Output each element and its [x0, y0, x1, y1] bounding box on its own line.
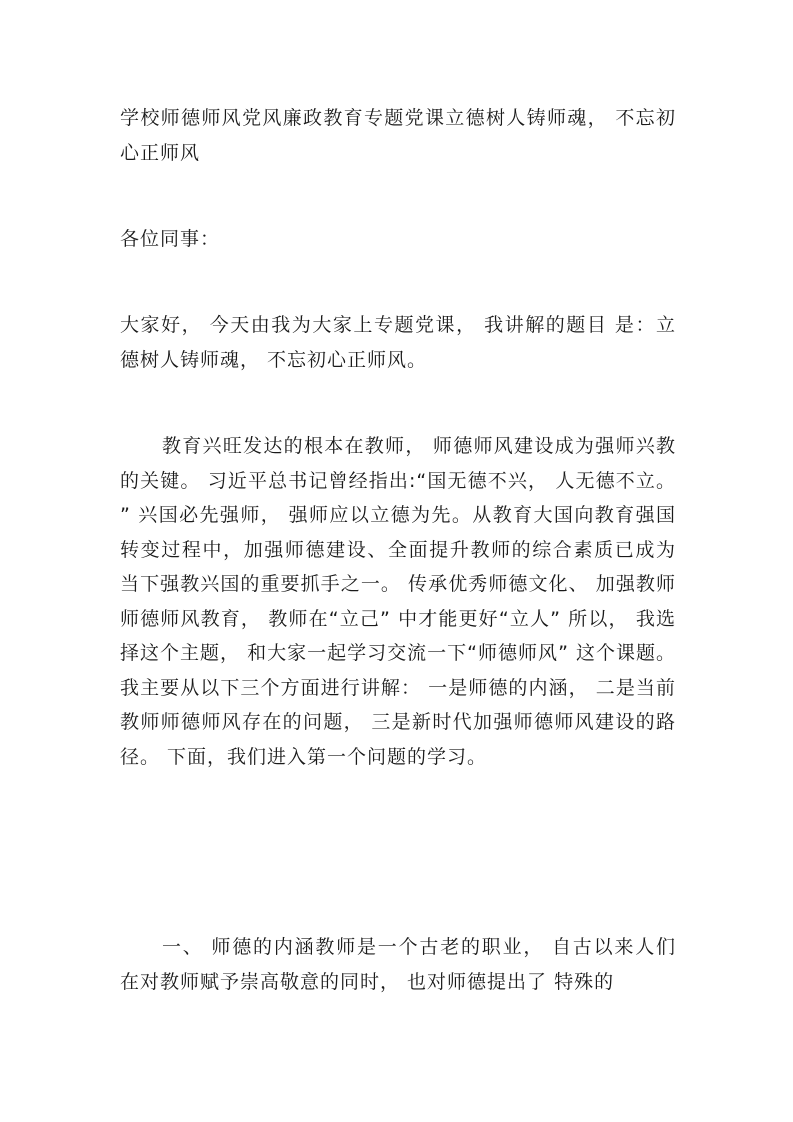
paragraph-greeting: 大家好， 今天由我为大家上专题党课， 我讲解的题目 是：立德树人铸师魂， 不忘初心正师风。	[120, 314, 676, 371]
paragraph-section-one: 一、 师德的内涵教师是一个古老的职业， 自古以来人们在对教师赋予崇高敬意的同时， 也对师德提出了 特殊的	[120, 936, 676, 993]
salutation: 各位同事：	[120, 228, 221, 250]
paragraph-introduction: 教育兴旺发达的根本在教师， 师德师风建设成为强师兴教的关键。 习近平总书记曾经指出:“国无德不兴， 人无德不立。 ” 兴国必先强师， 强师应以立德为先。从教育大国向教育强国转变过程中，加强师德建设、全面提升教师的综合素质已成为当下强教兴国的重要抓手之一。 传承优秀师德文化、 加强教师师德师风教育， 教师在“立己” 中才能更好“立人” 所以， 我选择这个主题， 和大家一起学习交流一下“师德师风” 这个课题。我主要从以下三个方面进行讲解： 一是师德的内涵， 二是当前教师师德师风存在的问题， 三是新时代加强师德师风建设的路径。 下面，我们进入第一个问题的学习。	[120, 435, 676, 768]
document-title: 学校师德师风党风廉政教育专题党课立德树人铸师魂， 不忘初心正师风	[120, 107, 676, 164]
